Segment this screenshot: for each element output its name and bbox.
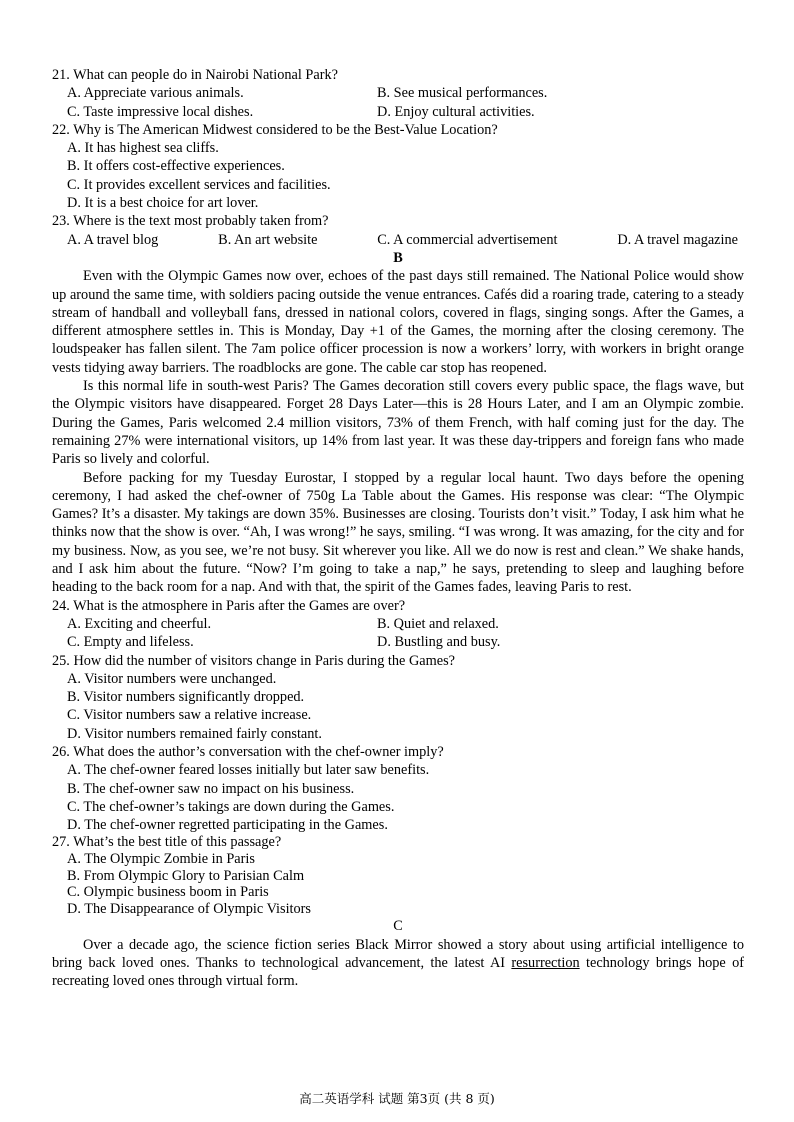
option-24-a: A. Exciting and cheerful. — [67, 615, 212, 632]
option-23-b: B. An art website — [218, 231, 318, 248]
option-21-d: D. Enjoy cultural activities. — [377, 103, 535, 120]
option-27-b: B. From Olympic Glory to Parisian Calm — [67, 867, 305, 884]
section-c-text-after: technology brings hope of recreating loved ones through virtual form. — [52, 955, 744, 990]
option-21-a: A. Appreciate various animals. — [67, 85, 244, 102]
section-c-text-before: Over a decade ago, the science fiction series Black Mirror showed a story about using artificial intelligence to bring back loved ones. Thanks to technological advancement, the latest AI — [52, 936, 744, 972]
option-27-d: D. The Disappearance of Olympic Visitors — [67, 900, 311, 917]
question-23: 23. Where is the text most probably taken from? — [52, 213, 329, 230]
option-25-b: B. Visitor numbers significantly dropped. — [67, 689, 305, 706]
option-26-b: B. The chef-owner saw no impact on his business. — [67, 780, 355, 797]
option-26-c: C. The chef-owner’s takings are down during the Games. — [67, 798, 395, 815]
section-c-title: C — [393, 918, 403, 935]
question-21-options-row-2 — [52, 103, 744, 121]
option-24-c: C. Empty and lifeless. — [67, 634, 194, 651]
option-21-c: C. Taste impressive local dishes. — [67, 103, 254, 120]
option-25-c: C. Visitor numbers saw a relative increase. — [67, 707, 312, 724]
option-24-b: B. Quiet and relaxed. — [377, 615, 499, 632]
option-26-a: A. The chef-owner feared losses initially but later saw benefits. — [67, 762, 430, 779]
option-23-d: D. A travel magazine — [617, 231, 738, 248]
option-22-c: C. It provides excellent services and facilities. — [67, 176, 331, 193]
option-23-c: C. A commercial advertisement — [377, 231, 558, 248]
option-26-d: D. The chef-owner regretted participating in the Games. — [67, 817, 388, 834]
question-21-options-row-1 — [52, 84, 744, 102]
option-22-d: D. It is a best choice for art lover. — [67, 195, 259, 212]
question-26: 26. What does the author’s conversation with the chef-owner imply? — [52, 743, 444, 760]
option-23-a: A. A travel blog — [67, 231, 159, 248]
section-b-title: B — [393, 249, 403, 266]
page-content — [52, 66, 744, 991]
question-23-options — [52, 231, 744, 249]
question-27: 27. What’s the best title of this passage? — [52, 834, 282, 851]
option-25-a: A. Visitor numbers were unchanged. — [67, 670, 277, 687]
option-27-c: C. Olympic business boom in Paris — [67, 884, 269, 901]
question-22: 22. Why is The American Midwest considered to be the Best-Value Location? — [52, 121, 498, 138]
question-27-block — [52, 834, 744, 917]
question-24: 24. What is the atmosphere in Paris after the Games are over? — [52, 597, 406, 614]
question-24-options-row-1 — [52, 615, 744, 633]
question-25: 25. How did the number of visitors change in Paris during the Games? — [52, 652, 456, 669]
question-21: 21. What can people do in Nairobi National Park? — [52, 67, 338, 83]
section-c-paragraph-1 — [52, 936, 744, 991]
option-22-b: B. It offers cost-effective experiences. — [67, 158, 285, 175]
section-b-paragraph-3: Before packing for my Tuesday Eurostar, I stopped by a regular local haunt. Two days before the opening ceremony, I had asked the chef-owner of 750g La Table about the Games. His response was clear: “The Olympic Games? It’s a disaster. My takings are down 35%. Businesses are closing. Tourists don’t visit.” Today, I ask him what he thinks now that the show is over. “Ah, I was wrong!” he says, smiling. “I was wrong. It was amazing, for the city and for my business. Now, as you see, we’re not busy. Sit wherever you like. All we do now is rest and clean.” We shake hands, and I ask him about the future. “Now? I’m going to take a nap,” he says, pretending to sleep and laughing before heading to the back room for a nap. And with that, the spirit of the Games fades, leaving Paris to rest. — [52, 469, 744, 596]
option-27-a: A. The Olympic Zombie in Paris — [67, 851, 255, 868]
option-24-d: D. Bustling and busy. — [377, 634, 501, 651]
section-b-paragraph-1: Even with the Olympic Games now over, echoes of the past days still remained. The National Police would show up around the same time, with soldiers pacing outside the venue entrances. Cafés did a roaring trade, catering to a steady stream of handball and volleyball fans, dressed in national colors, covered in flags, singing songs. After the Games, a different atmosphere settles in. This is Monday, Day +1 of the Games, the morning after the closing ceremony. The loudspeaker has fallen silent. The 7am police officer procession is now a workers’ lorry, with workers in bright orange vests tidying away barriers. The roadblocks are gone. The cable car stop has reopened. — [52, 268, 744, 376]
underlined-word: resurrection — [511, 955, 580, 972]
option-25-d: D. Visitor numbers remained fairly constant. — [67, 725, 322, 742]
option-22-a: A. It has highest sea cliffs. — [67, 140, 219, 157]
question-24-options-row-2 — [52, 633, 744, 651]
section-b-paragraph-2: Is this normal life in south-west Paris? The Games decoration still covers every public space, the flags wave, but the Olympic visitors have disappeared. Forget 28 Days Later—this is 28 Hours Later, and I am an Olympic zombie. During the Games, Paris welcomed 2.4 million visitors, 73% of them French, with half coming just for the day. The remaining 27% were international visitors, up 14% from last year. It was these day-trippers and foreign fans who made Paris so lively and colorful. — [52, 378, 744, 468]
page-footer: 高二英语学科 试题 第3页 (共 8 页) — [299, 1091, 495, 1106]
option-21-b: B. See musical performances. — [377, 85, 548, 102]
